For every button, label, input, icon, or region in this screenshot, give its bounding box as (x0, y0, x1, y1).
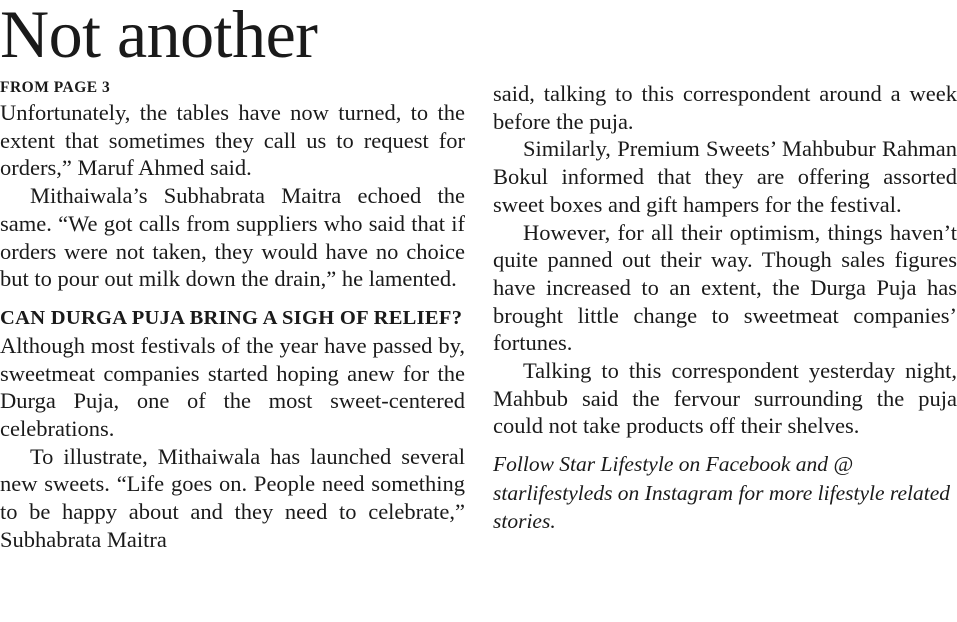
article-headline: Not another (0, 0, 318, 72)
paragraph: However, for all their optimism, things haven’t quite panned out their way. Though sales figures have increased to an extent, the Durga Puja has brought little change to sweetmeat companies’ fortunes. (493, 219, 957, 356)
paragraph: Although most festivals of the year have passed by, sweetmeat companies started hoping anew for the Durga Puja, one of the most sweet-centered celebrations. (0, 332, 465, 442)
paragraph: Similarly, Premium Sweets’ Mahbubur Rahman Bokul informed that they are offering assorted sweet boxes and gift hampers for the festival. (493, 136, 957, 217)
paragraph: Mithaiwala’s Subhabrata Maitra echoed the same. “We got calls from suppliers who said that if orders were not taken, they would have no choice but to pour out milk down the drain,” he lamented. (0, 183, 465, 292)
social-follow-note: Follow Star Lifestyle on Facebook and @ starlifestyleds on Instagram for more lifestyle related stories. (493, 452, 951, 534)
continuation-kicker: FROM PAGE 3 (0, 79, 111, 96)
right-column (493, 80, 957, 536)
section-subhead: CAN DURGA PUJA BRING A SIGH OF RELIEF? (0, 306, 463, 329)
paragraph: Talking to this correspondent yesterday night, Mahbub said the fervour surrounding the puja could not take products off their shelves. (493, 358, 957, 439)
left-column (0, 77, 465, 554)
paragraph: said, talking to this correspondent around a week before the puja. (493, 81, 957, 134)
paragraph: To illustrate, Mithaiwala has launched several new sweets. “Life goes on. People need something to be happy about and they need to celebrate,” Subhabrata Maitra (0, 443, 465, 552)
paragraph: Unfortunately, the tables have now turned, to the extent that sometimes they call us to request for orders,” Maruf Ahmed said. (0, 100, 465, 181)
